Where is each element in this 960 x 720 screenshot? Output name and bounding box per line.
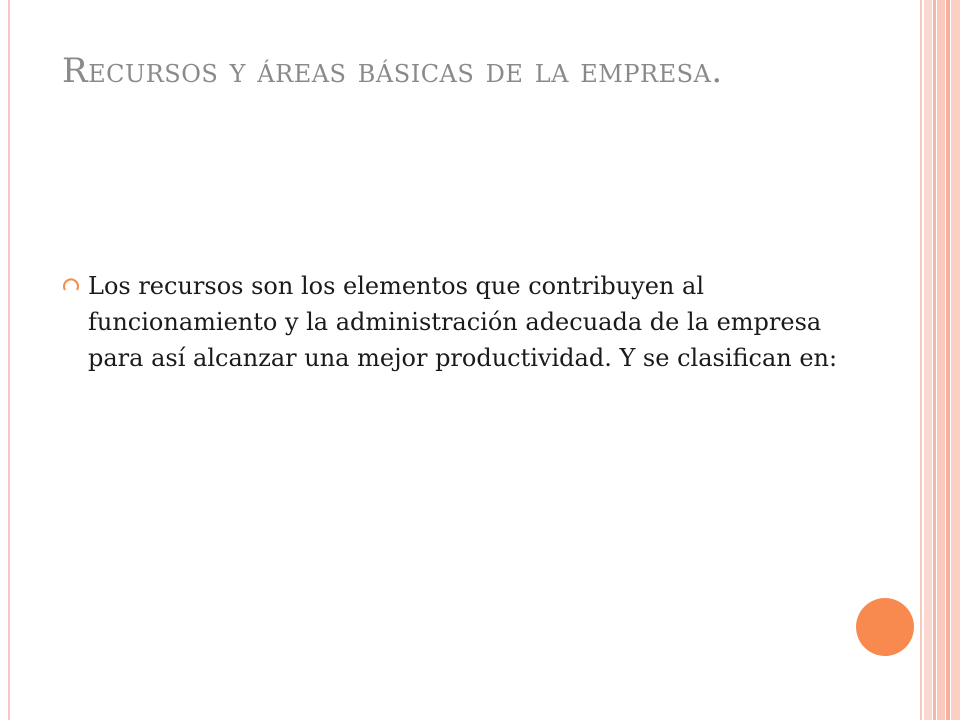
orange-circle [856,598,914,656]
bullet-text: Los recursos son los elementos que contribuyen al funcionamiento y la administración adecuada de la empresa para así alcanzar una mejor productividad. Y se clasifican en: [88,272,838,372]
orange-arc-bullet-icon [62,275,80,293]
stripe-4 [946,0,950,720]
bullet-list [62,268,842,376]
stripe-3 [937,0,945,720]
stripe-1 [924,0,932,720]
stripe-5 [951,0,960,720]
slide-title: Recursos y áreas básicas de la empresa. [62,51,723,91]
stripe-2 [933,0,936,720]
list-item [62,268,842,376]
